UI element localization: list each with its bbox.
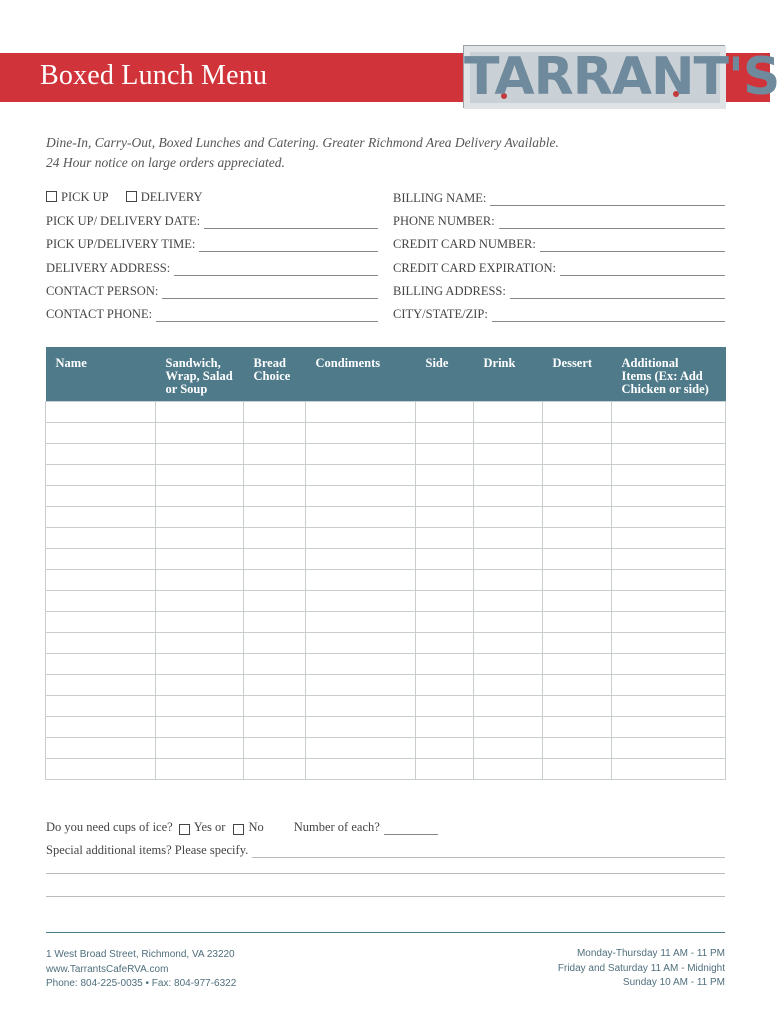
table-cell[interactable] [416,528,474,549]
column-header [474,347,543,402]
footer-divider [46,932,725,933]
hours-weekend: Friday and Saturday 11 AM - Midnight [557,962,725,974]
table-cell[interactable] [612,633,726,654]
table-cell[interactable] [416,717,474,738]
field-label: DELIVERY ADDRESS: [46,261,171,275]
table-row [46,759,726,780]
table-cell[interactable] [474,570,543,591]
table-row [46,717,726,738]
fill-line[interactable] [492,310,725,322]
table-cell[interactable] [474,633,543,654]
table-cell[interactable] [46,654,156,675]
table-cell[interactable] [306,402,416,423]
table-cell[interactable] [244,717,306,738]
table-cell[interactable] [156,465,244,486]
table-cell[interactable] [416,465,474,486]
fill-line[interactable] [199,240,378,252]
fill-line[interactable] [174,264,378,276]
table-cell[interactable] [543,591,612,612]
table-cell[interactable] [543,717,612,738]
ice-no-checkbox[interactable] [233,824,244,835]
column-header-line: Name [55,356,87,370]
ice-yes-checkbox[interactable] [179,824,190,835]
table-cell[interactable] [46,591,156,612]
table-cell[interactable] [474,402,543,423]
column-header-line: Chicken or side) [621,382,709,396]
column-header-line: Bread [253,356,286,370]
table-cell[interactable] [612,528,726,549]
fill-line[interactable] [252,846,725,858]
table-cell[interactable] [156,612,244,633]
table-cell[interactable] [306,759,416,780]
table-cell[interactable] [306,675,416,696]
table-cell[interactable] [244,759,306,780]
table-cell[interactable] [306,696,416,717]
table-cell[interactable] [244,465,306,486]
fill-line[interactable] [156,310,378,322]
pickup-delivery-date-field[interactable] [46,213,378,229]
ice-no-label: No [248,820,264,834]
field-label: CITY/STATE/ZIP: [393,307,488,321]
table-row [46,696,726,717]
table-cell[interactable] [543,528,612,549]
pickup-delivery-time-field[interactable] [46,236,378,252]
table-cell[interactable] [543,507,612,528]
contact-phone-field[interactable] [46,306,378,322]
table-cell[interactable] [306,549,416,570]
table-cell[interactable] [543,423,612,444]
table-cell[interactable] [46,507,156,528]
column-header [612,347,726,402]
delivery-checkbox[interactable] [126,191,137,202]
logo-wordmark: TARRANT'S [464,47,779,107]
table-cell[interactable] [416,759,474,780]
table-cell[interactable] [612,696,726,717]
column-header-line: Condiments [315,356,381,370]
table-row [46,507,726,528]
delivery-label: DELIVERY [140,190,203,204]
table-row [46,591,726,612]
table-cell[interactable] [46,675,156,696]
order-type-options [46,190,217,205]
table-cell[interactable] [306,444,416,465]
table-cell[interactable] [244,549,306,570]
table-cell[interactable] [612,675,726,696]
table-body [46,402,726,780]
table-cell[interactable] [244,738,306,759]
table-cell[interactable] [543,444,612,465]
hours-sunday: Sunday 10 AM - 11 PM [622,977,725,988]
table-cell[interactable] [306,717,416,738]
table-cell[interactable] [612,759,726,780]
table-cell[interactable] [156,591,244,612]
column-header [156,347,244,402]
pickup-option[interactable] [46,190,109,204]
credit-card-number-field[interactable] [393,236,725,252]
table-cell[interactable] [244,591,306,612]
table-row [46,444,726,465]
table-cell[interactable] [612,738,726,759]
table-cell[interactable] [306,654,416,675]
column-header-line: Dessert [552,356,593,370]
table-cell[interactable] [244,675,306,696]
column-header [543,347,612,402]
table-cell[interactable] [474,549,543,570]
table-cell[interactable] [543,633,612,654]
table-row [46,465,726,486]
table-cell[interactable] [156,507,244,528]
column-header-line: Wrap, Salad [165,369,233,383]
table-cell[interactable] [474,528,543,549]
credit-card-expiration-field[interactable] [393,260,725,276]
order-table [45,347,726,780]
table-cell[interactable] [46,696,156,717]
table-cell[interactable] [416,591,474,612]
table-cell[interactable] [612,591,726,612]
table-cell[interactable] [612,654,726,675]
table-cell[interactable] [306,633,416,654]
table-cell[interactable] [612,486,726,507]
footer-address: 1 West Broad Street, Richmond, VA 23220 [46,949,235,960]
field-label: CREDIT CARD EXPIRATION: [393,261,556,275]
table-cell[interactable] [543,465,612,486]
table-cell[interactable] [46,444,156,465]
special-items-label: Special additional items? Please specify. [46,843,249,857]
table-cell[interactable] [474,444,543,465]
ice-count-line[interactable] [384,823,438,835]
column-header-line: Items (Ex: Add [621,369,703,383]
table-cell[interactable] [46,570,156,591]
table-cell[interactable] [474,465,543,486]
table-cell[interactable] [244,423,306,444]
table-cell[interactable] [46,465,156,486]
table-cell[interactable] [416,654,474,675]
fill-line[interactable] [162,287,378,299]
table-header-row [46,347,726,402]
table-cell[interactable] [543,549,612,570]
fill-line[interactable] [560,264,725,276]
column-header [306,347,416,402]
table-cell[interactable] [416,696,474,717]
table-cell[interactable] [612,402,726,423]
field-label: BILLING ADDRESS: [393,284,506,298]
table-cell[interactable] [156,738,244,759]
table-cell[interactable] [306,570,416,591]
delivery-address-field[interactable] [46,260,378,276]
table-cell[interactable] [543,486,612,507]
table-cell[interactable] [474,423,543,444]
table-cell[interactable] [474,696,543,717]
table-cell[interactable] [46,633,156,654]
field-label: PICK UP/ DELIVERY DATE: [46,214,201,228]
table-row [46,633,726,654]
field-label: CREDIT CARD NUMBER: [393,237,536,251]
table-cell[interactable] [612,570,726,591]
table-cell[interactable] [244,570,306,591]
column-header [416,347,474,402]
tagline-line-2: 24 Hour notice on large orders appreciated. [46,155,285,170]
table-cell[interactable] [46,759,156,780]
table-cell[interactable] [416,570,474,591]
column-header [46,347,156,402]
table-cell[interactable] [46,612,156,633]
table-cell[interactable] [474,759,543,780]
tagline-line-1: Dine-In, Carry-Out, Boxed Lunches and Catering. Greater Richmond Area Delivery Available. [46,135,559,150]
hours-weekday: Monday-Thursday 11 AM - 11 PM [576,948,725,959]
table-cell[interactable] [612,507,726,528]
field-label: CONTACT PERSON: [46,284,159,298]
table-row [46,675,726,696]
column-header-line: Choice [253,369,291,383]
table-row [46,486,726,507]
table-cell[interactable] [612,612,726,633]
table-cell[interactable] [156,528,244,549]
table-cell[interactable] [416,486,474,507]
table-cell[interactable] [612,549,726,570]
field-label: BILLING NAME: [393,191,487,205]
table-cell[interactable] [156,486,244,507]
table-cell[interactable] [46,402,156,423]
fill-line[interactable] [204,217,378,229]
table-cell[interactable] [244,444,306,465]
ice-question-row [46,820,438,835]
field-label: PHONE NUMBER: [393,214,495,228]
table-cell[interactable] [474,591,543,612]
special-items-line-2[interactable] [46,873,725,874]
table-cell[interactable] [543,402,612,423]
table-row [46,612,726,633]
table-row [46,528,726,549]
table-cell[interactable] [416,507,474,528]
table-cell[interactable] [244,486,306,507]
table-cell[interactable] [156,717,244,738]
table-cell[interactable] [156,675,244,696]
table-row [46,654,726,675]
table-cell[interactable] [156,402,244,423]
tarrants-logo [463,45,779,108]
column-header-line: Sandwich, [165,356,221,370]
fill-line[interactable] [540,240,725,252]
table-cell[interactable] [612,423,726,444]
table-cell[interactable] [474,654,543,675]
table-cell[interactable] [244,633,306,654]
table-cell[interactable] [474,738,543,759]
table-row [46,402,726,423]
table-cell[interactable] [46,717,156,738]
table-cell[interactable] [416,549,474,570]
table-cell[interactable] [306,486,416,507]
table-cell[interactable] [306,465,416,486]
table-cell[interactable] [416,738,474,759]
table-cell[interactable] [156,444,244,465]
table-cell[interactable] [474,486,543,507]
table-cell[interactable] [244,612,306,633]
table-cell[interactable] [416,612,474,633]
table-cell[interactable] [306,423,416,444]
table-cell[interactable] [46,423,156,444]
table-cell[interactable] [156,633,244,654]
table-cell[interactable] [306,591,416,612]
tagline [46,133,559,173]
table-cell[interactable] [416,444,474,465]
table-row [46,738,726,759]
footer-contact [46,948,236,992]
table-cell[interactable] [156,654,244,675]
page-title: Boxed Lunch Menu [40,60,268,91]
table-cell[interactable] [156,570,244,591]
pickup-label: PICK UP [61,190,109,204]
ice-question-label: Do you need cups of ice? [46,820,173,834]
column-header-line: or Soup [165,382,208,396]
table-cell[interactable] [244,507,306,528]
table-cell[interactable] [543,738,612,759]
table-cell[interactable] [416,423,474,444]
city-state-zip-field[interactable] [393,306,725,322]
table-cell[interactable] [46,486,156,507]
fill-line[interactable] [499,217,725,229]
table-row [46,549,726,570]
table-cell[interactable] [612,465,726,486]
footer-hours [558,947,725,991]
table-cell[interactable] [474,717,543,738]
footer-phone-fax: Phone: 804-225-0035 • Fax: 804-977-6322 [46,978,237,989]
table-cell[interactable] [46,549,156,570]
table-cell[interactable] [46,738,156,759]
phone-number-field[interactable] [393,213,725,229]
footer-website[interactable]: www.TarrantsCafeRVA.com [46,963,169,975]
table-cell[interactable] [156,423,244,444]
table-cell[interactable] [306,507,416,528]
table-cell[interactable] [543,696,612,717]
table-cell[interactable] [156,549,244,570]
contact-person-field[interactable] [46,283,378,299]
table-cell[interactable] [543,675,612,696]
table-cell[interactable] [46,528,156,549]
table-cell[interactable] [244,696,306,717]
fill-line[interactable] [510,287,725,299]
field-label: CONTACT PHONE: [46,307,153,321]
table-row [46,423,726,444]
table-cell[interactable] [416,633,474,654]
table-cell[interactable] [244,528,306,549]
column-header-line: Additional [621,356,679,370]
table-cell[interactable] [543,759,612,780]
delivery-option[interactable] [126,190,203,204]
table-cell[interactable] [156,759,244,780]
fill-line[interactable] [490,194,725,206]
table-cell[interactable] [474,507,543,528]
special-items-line-3[interactable] [46,896,725,897]
table-cell[interactable] [474,675,543,696]
ice-count-label: Number of each? [293,820,380,834]
table-cell[interactable] [543,570,612,591]
table-cell[interactable] [612,717,726,738]
column-header [244,347,306,402]
table-cell[interactable] [156,696,244,717]
table-cell[interactable] [474,612,543,633]
ice-yes-label: Yes or [193,820,226,834]
table-cell[interactable] [306,612,416,633]
column-header-line: Drink [483,356,516,370]
column-header-line: Side [425,356,449,370]
billing-name-field[interactable] [393,190,725,206]
table-cell[interactable] [306,528,416,549]
table-cell[interactable] [416,402,474,423]
table-cell[interactable] [244,402,306,423]
table-cell[interactable] [244,654,306,675]
billing-address-field[interactable] [393,283,725,299]
table-cell[interactable] [612,444,726,465]
special-items-field[interactable] [46,842,725,858]
field-label: PICK UP/DELIVERY TIME: [46,237,196,251]
table-cell[interactable] [416,675,474,696]
table-cell[interactable] [543,654,612,675]
table-cell[interactable] [543,612,612,633]
table-cell[interactable] [306,738,416,759]
pickup-checkbox[interactable] [46,191,57,202]
table-row [46,570,726,591]
